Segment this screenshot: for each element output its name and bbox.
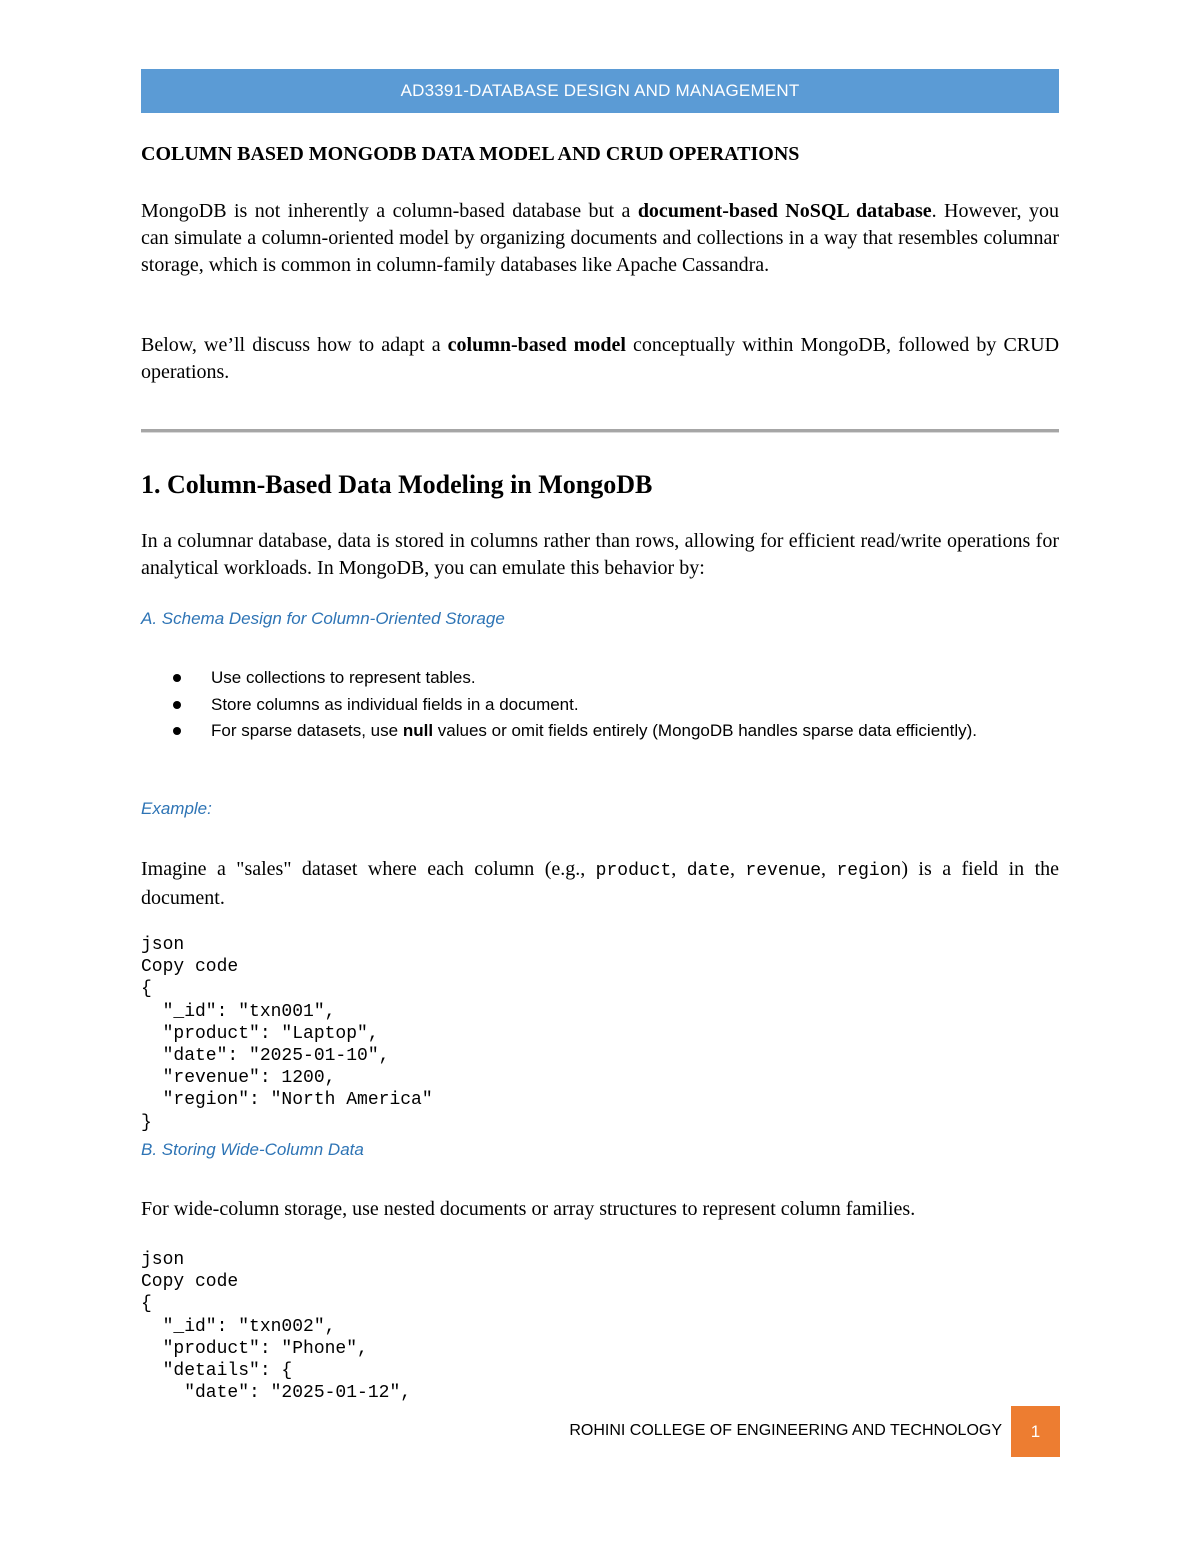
footer-college-name: ROHINI COLLEGE OF ENGINEERING AND TECHNOLOGY: [569, 1422, 1002, 1439]
bullet-icon: [173, 727, 181, 735]
bullet-text: For sparse datasets, use: [211, 721, 403, 740]
list-item: [141, 665, 1059, 692]
code-line: Copy code: [141, 957, 239, 978]
document-title: COLUMN BASED MONGODB DATA MODEL AND CRUD OPERATIONS: [141, 143, 800, 165]
bullet-text: values or omit fields entirely (MongoDB handles sparse data efficiently).: [433, 721, 977, 740]
horizontal-divider: [141, 429, 1059, 433]
code-line: "_id": "txn002",: [141, 1316, 336, 1337]
section-heading: 1. Column-Based Data Modeling in MongoDB: [141, 470, 653, 499]
example-text: ,: [821, 858, 837, 880]
intro-bold-term: document-based NoSQL database: [637, 200, 932, 222]
section-intro-paragraph: In a columnar database, data is stored in columns rather than rows, allowing for efficient read/write operations for analytical workloads. In MongoDB, you can emulate this behavior by:: [141, 530, 1059, 579]
code-line: json: [141, 1250, 185, 1270]
code-line: "region": "North America": [141, 1090, 433, 1111]
intro-text: . However, you can simulate a column-oriented model by organizing documents and collections in a way that resembles columnar storage, which is common in column-family databases like Apache Cassandra.: [141, 200, 1059, 276]
bullet-icon: [173, 674, 181, 682]
code-line: {: [141, 1294, 152, 1315]
bullet-list: [141, 665, 1059, 745]
code-line: {: [141, 979, 152, 1000]
bullet-text: Use collections to represent tables.: [211, 668, 476, 687]
bullet-text: Store columns as individual fields in a document.: [211, 694, 579, 714]
example-text: ) is a field in the document.: [141, 858, 1060, 909]
subheading-schema-design: A. Schema Design for Column-Oriented Storage: [141, 609, 505, 628]
page-number: 1: [1030, 1421, 1041, 1441]
inline-code: product: [595, 861, 672, 881]
intro-bold-term: column-based model: [447, 334, 626, 356]
intro-text: Below, we’ll discuss how to adapt a: [141, 334, 448, 356]
code-line: "date": "2025-01-12",: [141, 1383, 412, 1404]
code-block-1: [141, 934, 1059, 1134]
example-paragraph: [141, 856, 1059, 912]
bullet-icon: [173, 701, 181, 709]
inline-code: date: [686, 861, 730, 881]
code-block-2: [141, 1249, 1059, 1404]
example-text: ,: [671, 858, 687, 880]
list-item: [141, 692, 1059, 719]
intro-paragraph-1: [141, 198, 1059, 279]
code-line: "revenue": 1200,: [141, 1068, 336, 1089]
subheading-wide-column: B. Storing Wide-Column Data: [141, 1140, 364, 1159]
header-banner: [141, 69, 1059, 113]
code-line: Copy code: [141, 1272, 239, 1293]
intro-text: MongoDB is not inherently a column-based database but a: [141, 200, 638, 222]
bullet-bold-term: null: [402, 721, 434, 740]
example-text: Imagine a "sales" dataset where each column (e.g.,: [141, 858, 596, 880]
code-line: "details": {: [141, 1360, 293, 1381]
code-line: "product": "Phone",: [141, 1338, 368, 1359]
intro-text: conceptually within MongoDB, followed by CRUD operations.: [141, 334, 1060, 383]
code-line: }: [141, 1112, 152, 1133]
inline-code: region: [836, 861, 902, 881]
code-line: json: [141, 935, 185, 955]
wide-column-paragraph: For wide-column storage, use nested documents or array structures to represent column families.: [141, 1198, 916, 1220]
code-line: "date": "2025-01-10",: [141, 1045, 390, 1066]
code-line: "product": "Laptop",: [141, 1023, 379, 1044]
intro-paragraph-2: [141, 332, 1059, 386]
code-line: "_id": "txn001",: [141, 1001, 336, 1022]
course-title: AD3391-DATABASE DESIGN AND MANAGEMENT: [400, 81, 800, 100]
inline-code: revenue: [745, 861, 822, 881]
page-number-badge: [1011, 1406, 1060, 1457]
list-item: [141, 718, 1059, 745]
example-label: Example:: [141, 799, 212, 818]
example-text: ,: [729, 858, 746, 880]
